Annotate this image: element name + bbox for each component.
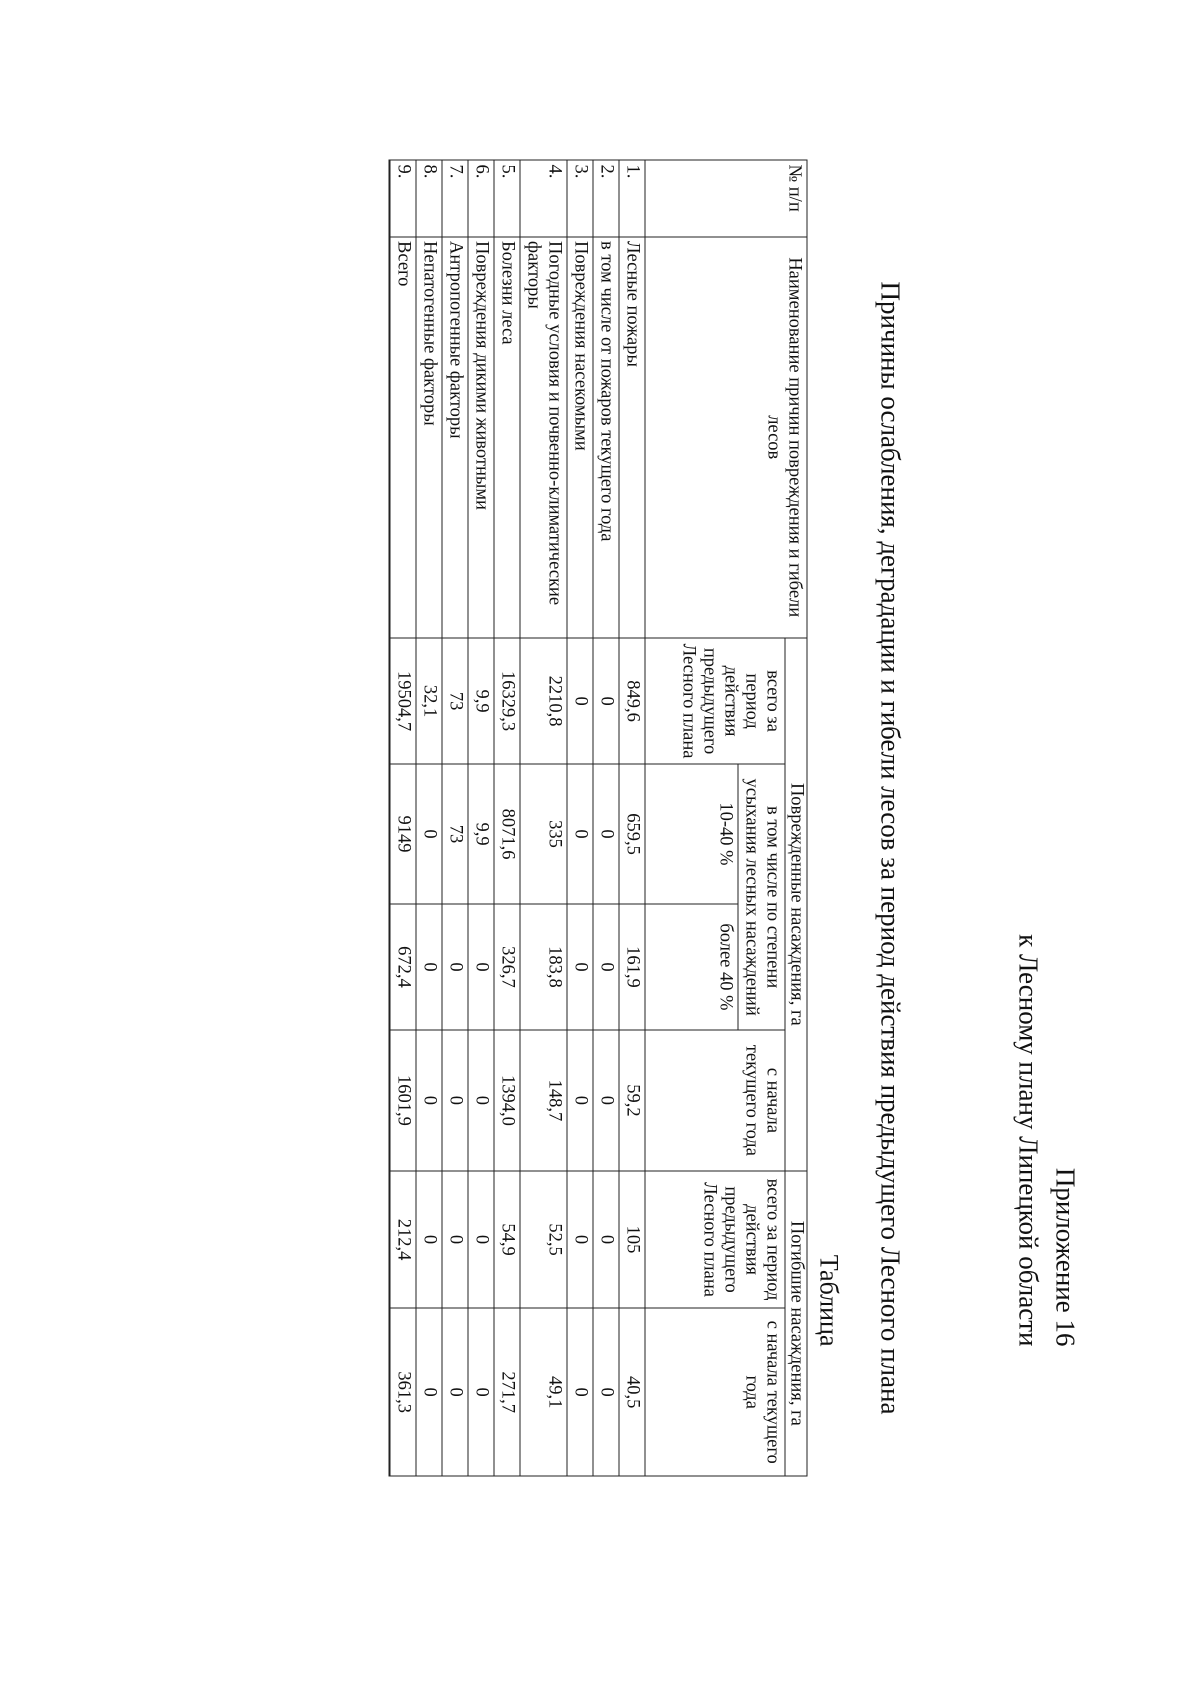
row-num: 8. bbox=[416, 160, 442, 237]
cell-dead-year: 361,3 bbox=[390, 1308, 417, 1476]
cell-damaged-year: 0 bbox=[442, 1030, 468, 1171]
table-header bbox=[645, 160, 807, 1476]
cell-damaged-total: 73 bbox=[442, 638, 468, 764]
cell-damaged-over-40: 672,4 bbox=[390, 904, 417, 1030]
table-row bbox=[520, 160, 567, 1476]
forest-damage-table bbox=[389, 160, 808, 1477]
row-name: Повреждения дикими животными bbox=[468, 237, 494, 638]
document-title: Причины ослабления, деградации и гибели лесов за период действия предыдущего Лесного плана bbox=[875, 281, 906, 1415]
cell-dead-year: 0 bbox=[416, 1308, 442, 1476]
cell-damaged-10-40: 8071,6 bbox=[494, 764, 520, 904]
cell-damaged-year: 1601,9 bbox=[390, 1030, 417, 1171]
header-damaged-year: с начала текущего года bbox=[645, 1030, 785, 1171]
cell-damaged-over-40: 0 bbox=[442, 904, 468, 1030]
cell-damaged-total: 9,9 bbox=[468, 638, 494, 764]
row-num: 4. bbox=[520, 160, 567, 237]
cell-damaged-over-40: 0 bbox=[567, 904, 593, 1030]
table-row bbox=[416, 160, 442, 1476]
cell-damaged-total: 849,6 bbox=[619, 638, 645, 764]
cell-dead-year: 49,1 bbox=[520, 1308, 567, 1476]
header-damaged-total: всего за период действия предыдущего Лесного плана bbox=[645, 638, 785, 764]
cell-damaged-10-40: 9149 bbox=[390, 764, 417, 904]
cell-dead-total: 0 bbox=[416, 1171, 442, 1309]
cell-dead-year: 40,5 bbox=[619, 1308, 645, 1476]
cell-dead-total: 54,9 bbox=[494, 1171, 520, 1309]
row-num: 5. bbox=[494, 160, 520, 237]
row-num: 6. bbox=[468, 160, 494, 237]
cell-damaged-10-40: 9,9 bbox=[468, 764, 494, 904]
row-name: Погодные условия и почвенно-климатические факторы bbox=[520, 237, 567, 638]
cell-dead-total: 212,4 bbox=[390, 1171, 417, 1309]
cell-damaged-year: 0 bbox=[593, 1030, 619, 1171]
row-num: 7. bbox=[442, 160, 468, 237]
cell-damaged-10-40: 0 bbox=[416, 764, 442, 904]
cell-dead-year: 0 bbox=[593, 1308, 619, 1476]
cell-damaged-year: 0 bbox=[468, 1030, 494, 1171]
cell-dead-total: 0 bbox=[593, 1171, 619, 1309]
row-name: Непатогенные факторы bbox=[416, 237, 442, 638]
cell-damaged-year: 0 bbox=[567, 1030, 593, 1171]
cell-damaged-over-40: 183,8 bbox=[520, 904, 567, 1030]
table-row bbox=[593, 160, 619, 1476]
row-name: Лесные пожары bbox=[619, 237, 645, 638]
row-num: 2. bbox=[593, 160, 619, 237]
row-name: Всего bbox=[390, 237, 417, 638]
rotated-sheet bbox=[1, 0, 1200, 1697]
table-row bbox=[619, 160, 645, 1476]
cell-damaged-total: 0 bbox=[593, 638, 619, 764]
table-body bbox=[390, 160, 646, 1476]
header-damaged-group: Поврежденные насаждения, га bbox=[785, 638, 807, 1171]
table-row bbox=[567, 160, 593, 1476]
cell-dead-total: 0 bbox=[567, 1171, 593, 1309]
cell-damaged-over-40: 161,9 bbox=[619, 904, 645, 1030]
cell-damaged-over-40: 326,7 bbox=[494, 904, 520, 1030]
cell-damaged-year: 59,2 bbox=[619, 1030, 645, 1171]
cell-damaged-10-40: 0 bbox=[593, 764, 619, 904]
cell-dead-year: 0 bbox=[442, 1308, 468, 1476]
cell-damaged-year: 148,7 bbox=[520, 1030, 567, 1171]
table-row-total bbox=[390, 160, 417, 1476]
header-damaged-over-40: более 40 % bbox=[645, 904, 738, 1030]
header-dead-year: с начала текущего года bbox=[645, 1308, 785, 1476]
cell-dead-total: 105 bbox=[619, 1171, 645, 1309]
cell-damaged-year: 0 bbox=[416, 1030, 442, 1171]
header-dead-total: всего за период действия предыдущего Лесного плана bbox=[645, 1171, 785, 1309]
cell-damaged-10-40: 0 bbox=[567, 764, 593, 904]
cell-dead-total: 0 bbox=[468, 1171, 494, 1309]
row-name: Болезни леса bbox=[494, 237, 520, 638]
row-name: в том числе от пожаров текущего года bbox=[593, 237, 619, 638]
cell-damaged-total: 32,1 bbox=[416, 638, 442, 764]
table-row bbox=[468, 160, 494, 1476]
row-name: Антропогенные факторы bbox=[442, 237, 468, 638]
cell-dead-year: 0 bbox=[567, 1308, 593, 1476]
cell-damaged-total: 19504,7 bbox=[390, 638, 417, 764]
cell-damaged-total: 0 bbox=[567, 638, 593, 764]
header-damaged-10-40: 10-40 % bbox=[645, 764, 738, 904]
header-damaged-drying: в том числе по степени усыхания лесных насаждений bbox=[738, 764, 785, 1030]
row-num: 1. bbox=[619, 160, 645, 237]
header-name: Наименование причин повреждения и гибели лесов bbox=[645, 237, 807, 638]
table-label: Таблица bbox=[814, 1254, 844, 1347]
cell-dead-total: 0 bbox=[442, 1171, 468, 1309]
cell-damaged-total: 2210,8 bbox=[520, 638, 567, 764]
row-name: Повреждения насекомыми bbox=[567, 237, 593, 638]
row-num: 3. bbox=[567, 160, 593, 237]
table-row bbox=[494, 160, 520, 1476]
cell-damaged-10-40: 73 bbox=[442, 764, 468, 904]
table-row bbox=[442, 160, 468, 1476]
cell-dead-year: 271,7 bbox=[494, 1308, 520, 1476]
header-dead-group: Погибшие насаждения, га bbox=[785, 1171, 807, 1476]
cell-damaged-total: 16329,3 bbox=[494, 638, 520, 764]
cell-damaged-10-40: 335 bbox=[520, 764, 567, 904]
appendix-number: Приложение 16 bbox=[1050, 1167, 1081, 1347]
appendix-reference: к Лесному плану Липецкой области bbox=[1013, 934, 1044, 1347]
cell-dead-year: 0 bbox=[468, 1308, 494, 1476]
cell-damaged-10-40: 659,5 bbox=[619, 764, 645, 904]
cell-damaged-over-40: 0 bbox=[468, 904, 494, 1030]
row-num: 9. bbox=[390, 160, 417, 237]
header-num: № п/п bbox=[645, 160, 807, 237]
cell-dead-total: 52,5 bbox=[520, 1171, 567, 1309]
cell-damaged-over-40: 0 bbox=[416, 904, 442, 1030]
cell-damaged-over-40: 0 bbox=[593, 904, 619, 1030]
cell-damaged-year: 1394,0 bbox=[494, 1030, 520, 1171]
